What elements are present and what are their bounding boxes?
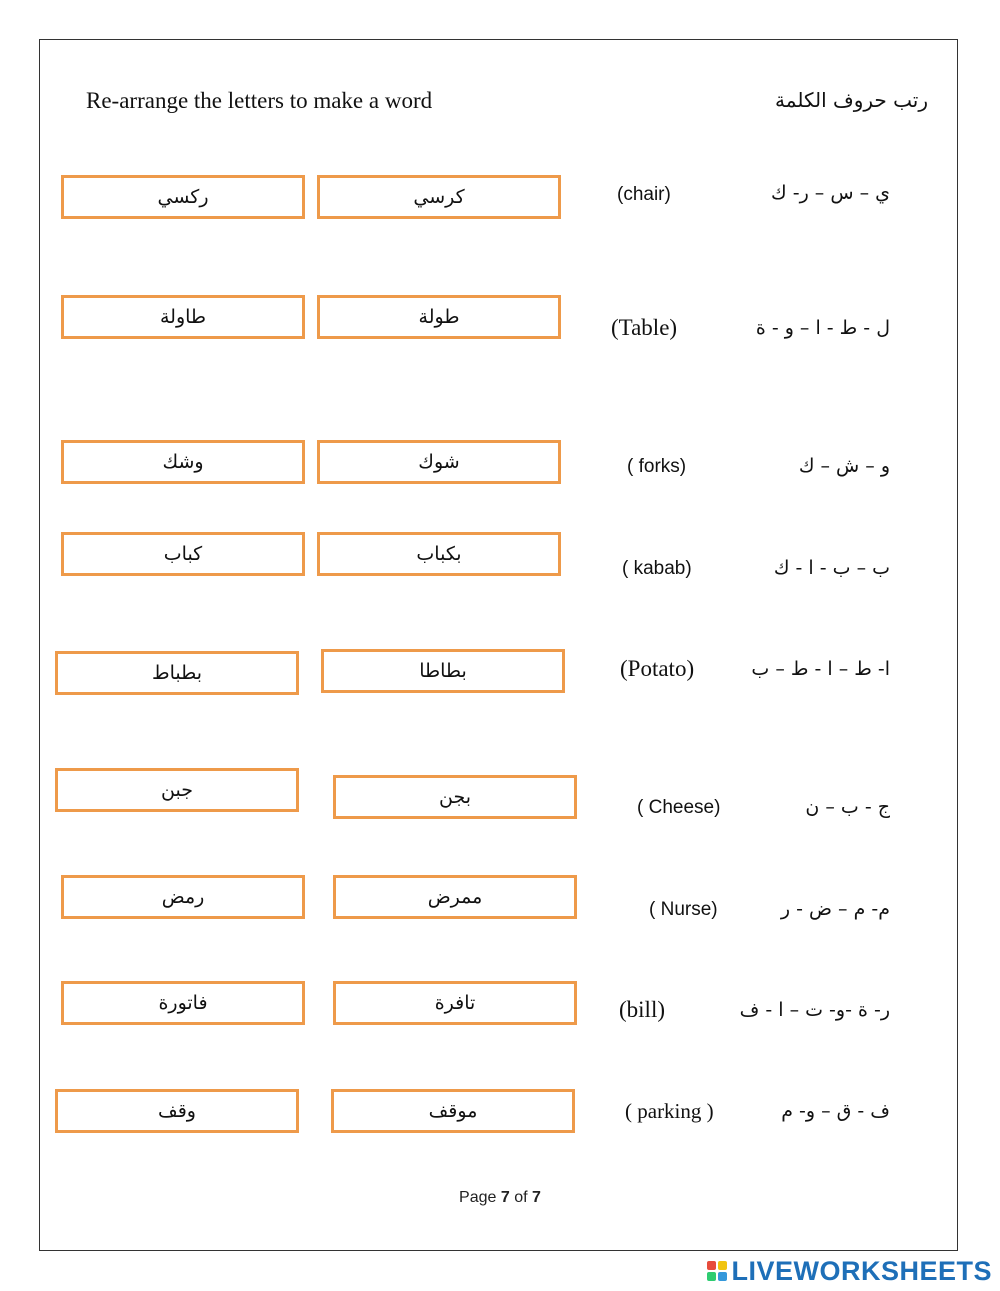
- worksheet-page: [39, 39, 958, 1251]
- logo-square: [707, 1261, 716, 1270]
- page-of: of: [514, 1189, 528, 1206]
- page-number: [0, 1189, 1000, 1207]
- scrambled-letters: ج - ب – ن: [805, 796, 890, 818]
- english-hint: ( Cheese): [637, 797, 721, 818]
- answer-box-left[interactable]: وشك: [61, 440, 305, 484]
- page-total: 7: [532, 1189, 541, 1206]
- instruction-english: Re-arrange the letters to make a word: [86, 88, 433, 113]
- brand-name: LIVEWORKSHEETS: [731, 1256, 992, 1286]
- answer-box-left[interactable]: كباب: [61, 532, 305, 576]
- scrambled-letters: ب – ب - ا - ك: [773, 557, 890, 579]
- scrambled-letters: ل - ط - ا – و - ة: [755, 317, 890, 339]
- answer-box-right[interactable]: شوك: [317, 440, 561, 484]
- answer-box-left[interactable]: وقف: [55, 1089, 299, 1133]
- logo-squares-icon: [707, 1261, 727, 1281]
- answer-box-left[interactable]: بطباط: [55, 651, 299, 695]
- logo-square: [718, 1272, 727, 1281]
- liveworksheets-logo[interactable]: [707, 1257, 992, 1285]
- logo-square: [707, 1272, 716, 1281]
- answer-box-right[interactable]: تافرة: [333, 981, 577, 1025]
- english-hint: (chair): [617, 184, 671, 205]
- logo-square: [718, 1261, 727, 1270]
- scrambled-letters: و – ش – ك: [798, 455, 890, 477]
- english-hint: ( Nurse): [649, 899, 718, 920]
- page-label: Page: [459, 1189, 497, 1206]
- answer-box-left[interactable]: فاتورة: [61, 981, 305, 1025]
- scrambled-letters: ي – س – ر- ك: [771, 182, 890, 204]
- answer-box-right[interactable]: ممرض: [333, 875, 577, 919]
- answer-box-left[interactable]: ركسي: [61, 175, 305, 219]
- answer-box-left[interactable]: طاولة: [61, 295, 305, 339]
- answer-box-left[interactable]: جبن: [55, 768, 299, 812]
- scrambled-letters: ر- ة -و- ت – ا - ف: [739, 999, 890, 1021]
- english-hint: ( parking ): [625, 1099, 714, 1123]
- answer-box-right[interactable]: طولة: [317, 295, 561, 339]
- english-hint: (Potato): [620, 656, 695, 681]
- instruction-arabic: رتب حروف الكلمة: [775, 88, 928, 112]
- english-hint: ( kabab): [622, 558, 692, 579]
- answer-box-right[interactable]: بطاطا: [321, 649, 565, 693]
- answer-box-left[interactable]: رمض: [61, 875, 305, 919]
- english-hint: (Table): [611, 315, 678, 340]
- scrambled-letters: م- م – ض - ر: [780, 898, 890, 920]
- english-hint: (bill): [619, 997, 665, 1022]
- answer-box-right[interactable]: كرسي: [317, 175, 561, 219]
- scrambled-letters: ف - ق – و- م: [781, 1100, 890, 1122]
- english-hint: ( forks): [627, 456, 687, 477]
- scrambled-letters: ا- ط – ا - ط – ب: [751, 658, 890, 680]
- answer-box-right[interactable]: بكباب: [317, 532, 561, 576]
- answer-box-right[interactable]: بجن: [333, 775, 577, 819]
- page-current: 7: [500, 1189, 510, 1206]
- answer-box-right[interactable]: موقف: [331, 1089, 575, 1133]
